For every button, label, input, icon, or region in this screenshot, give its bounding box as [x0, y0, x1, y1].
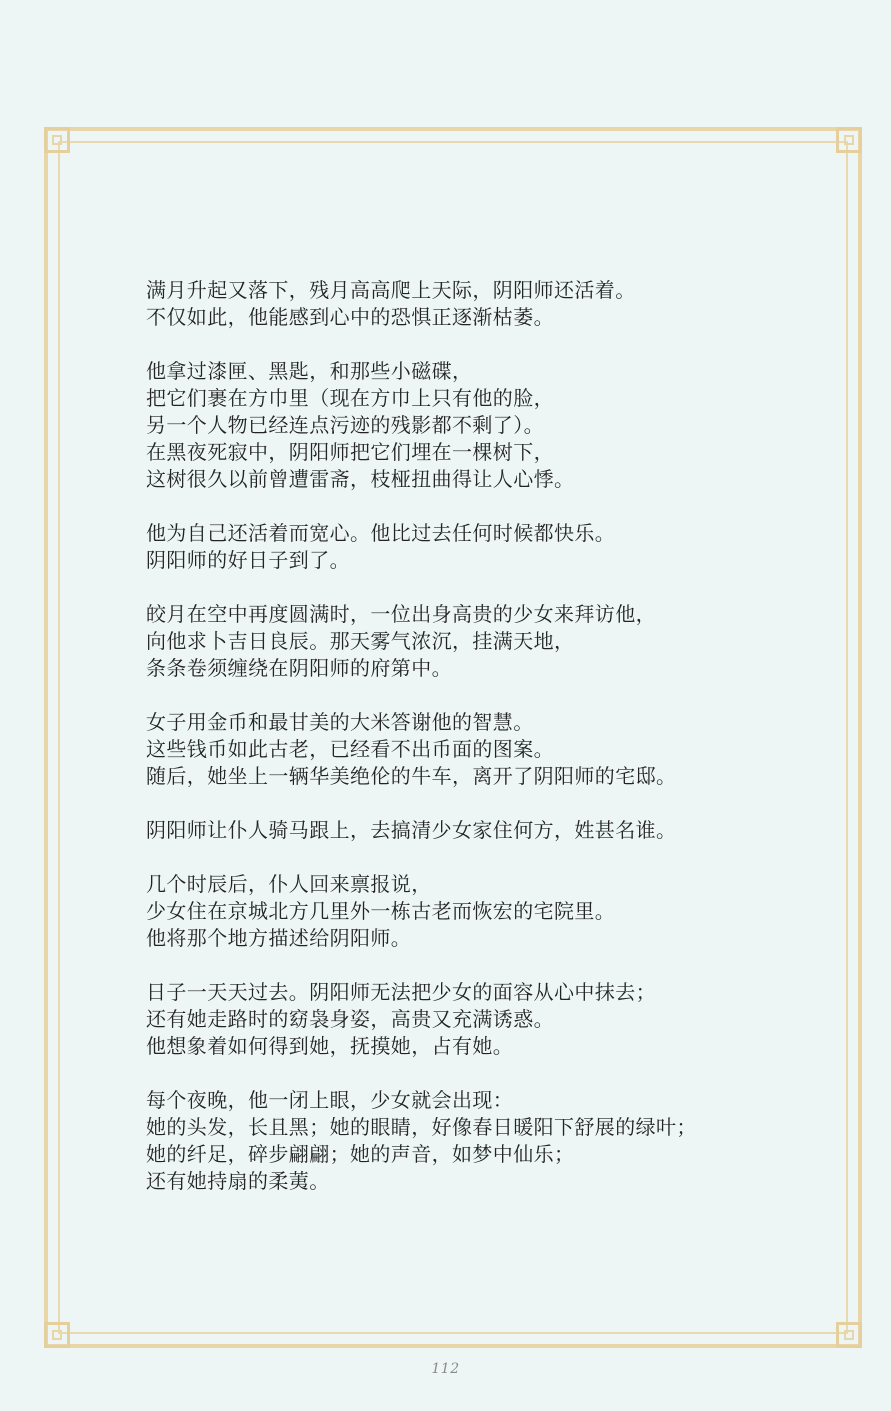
text-line: 这树很久以前曾遭雷斋，枝桠扭曲得让人心悸。 [146, 467, 575, 491]
paragraph [146, 871, 796, 952]
page-number: 112 [431, 1361, 460, 1377]
text-line: 满月升起又落下，残月高高爬上天际，阴阳师还活着。 [146, 278, 636, 302]
corner-ornament-bottom-left [44, 1322, 70, 1348]
text-line: 几个时辰后，仆人回来禀报说， [146, 872, 432, 896]
text-line: 她的纤足，碎步翩翩；她的声音，如梦中仙乐； [146, 1142, 575, 1166]
corner-ornament-top-left [44, 127, 70, 153]
text-line: 皎月在空中再度圆满时，一位出身高贵的少女来拜访他， [146, 602, 656, 626]
paragraph [146, 601, 796, 682]
text-line: 条条卷须缠绕在阴阳师的府第中。 [146, 656, 452, 680]
text-line: 每个夜晚，他一闭上眼，少女就会出现： [146, 1088, 514, 1112]
text-line: 在黑夜死寂中，阴阳师把它们埋在一棵树下， [146, 440, 554, 464]
corner-ornament-bottom-right [836, 1322, 862, 1348]
text-line: 阴阳师的好日子到了。 [146, 548, 350, 572]
poem-text [146, 277, 796, 1222]
paragraph [146, 817, 796, 844]
text-line: 她的头发，长且黑；她的眼睛，好像春日暖阳下舒展的绿叶； [146, 1115, 697, 1139]
text-line: 他将那个地方描述给阴阳师。 [146, 926, 412, 950]
text-line: 还有她走路时的窈袅身姿，高贵又充满诱惑。 [146, 1007, 554, 1031]
text-line: 日子一天天过去。阴阳师无法把少女的面容从心中抹去； [146, 980, 656, 1004]
text-line: 阴阳师让仆人骑马跟上，去搞清少女家住何方，姓甚名谁。 [146, 818, 677, 842]
text-line: 还有她持扇的柔荑。 [146, 1169, 330, 1193]
paragraph [146, 277, 796, 331]
text-line: 不仅如此，他能感到心中的恐惧正逐渐枯萎。 [146, 305, 554, 329]
text-line: 他想象着如何得到她，抚摸她，占有她。 [146, 1034, 514, 1058]
text-line: 他拿过漆匣、黑匙，和那些小磁碟， [146, 359, 473, 383]
paragraph [146, 709, 796, 790]
text-line: 女子用金币和最甘美的大米答谢他的智慧。 [146, 710, 534, 734]
paragraph [146, 979, 796, 1060]
paragraph [146, 1087, 796, 1195]
corner-ornament-top-right [836, 127, 862, 153]
text-line: 少女住在京城北方几里外一栋古老而恢宏的宅院里。 [146, 899, 616, 923]
text-line: 向他求卜吉日良辰。那天雾气浓沉，挂满天地， [146, 629, 575, 653]
text-line: 随后，她坐上一辆华美绝伦的牛车，离开了阴阳师的宅邸。 [146, 764, 677, 788]
paragraph [146, 358, 796, 493]
text-line: 把它们裹在方巾里（现在方巾上只有他的脸， [146, 386, 554, 410]
text-line: 另一个人物已经连点污迹的残影都不剩了）。 [146, 413, 544, 437]
text-line: 这些钱币如此古老，已经看不出币面的图案。 [146, 737, 554, 761]
text-line: 他为自己还活着而宽心。他比过去任何时候都快乐。 [146, 521, 616, 545]
paragraph [146, 520, 796, 574]
